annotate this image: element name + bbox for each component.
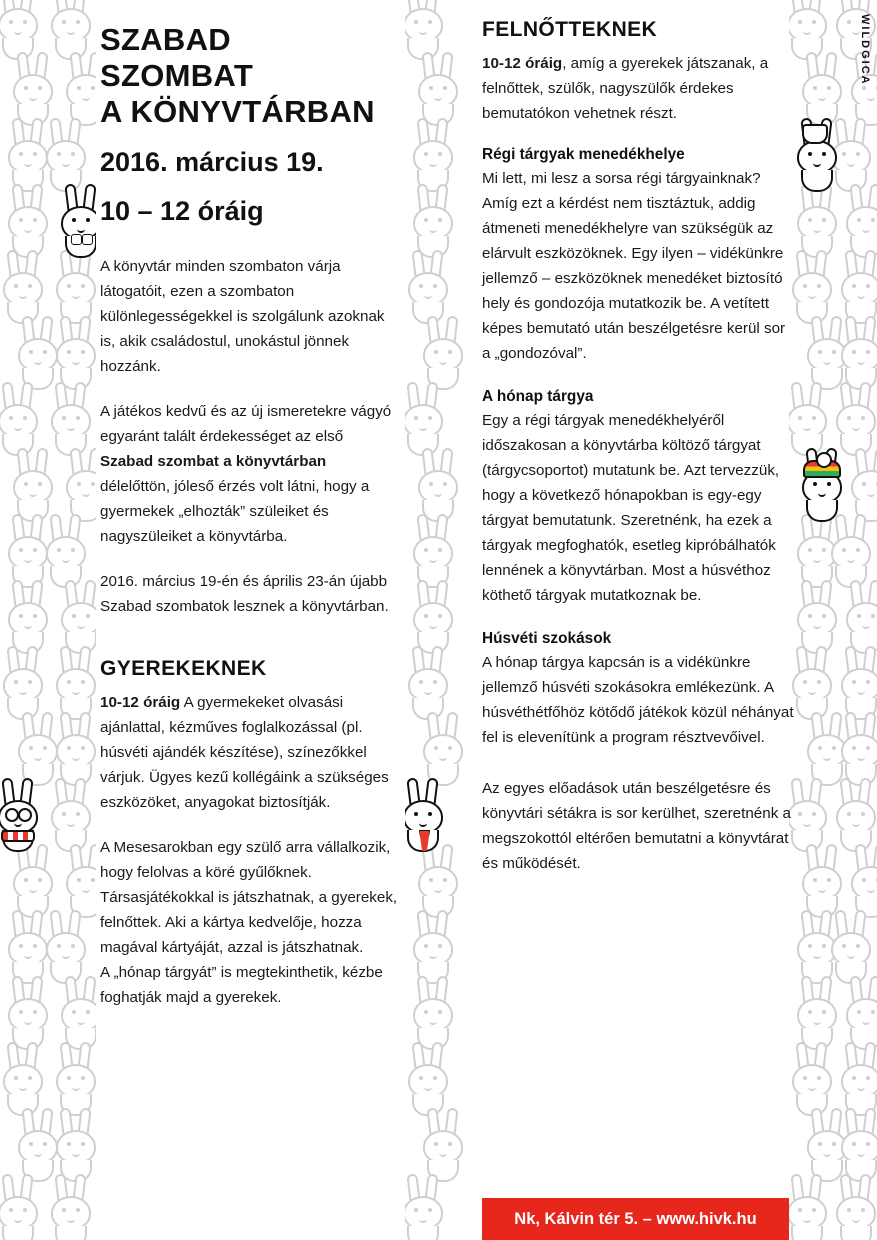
bunny-illustration bbox=[63, 52, 96, 126]
bunny-illustration bbox=[843, 184, 877, 258]
intro-paragraph-2 bbox=[100, 399, 400, 549]
poster-title bbox=[100, 0, 400, 130]
bunny-illustration bbox=[53, 250, 96, 324]
bunny-illustration bbox=[410, 118, 456, 192]
bunny-illustration bbox=[833, 382, 877, 456]
kids-section-heading: GYEREKEKNEK bbox=[100, 657, 267, 680]
poster-date-line-1: 2016. március 19. bbox=[100, 147, 324, 177]
bunny-illustration bbox=[833, 1174, 877, 1240]
block-text-2: Egy a régi tárgyak menedékhelyéről időszakosan a könyvtárba költöző tárgyat (tárgycsoportot) mutatunk be. Azt tervezzük, hogy a következő hónapokban is egy-egy tárgyat bemutatunk. Szeretnénk, ha ezek a tárgyak megfoghatók, esetleg kipróbálhatók lennének a könyvtárban. Most a húsvéthoz köthető tárgyak mutatkoznak be. bbox=[482, 412, 780, 604]
bunny-illustration bbox=[43, 910, 89, 984]
bunny-illustration bbox=[48, 0, 94, 60]
footer-contact-text: Nk, Kálvin tér 5. – www.hivk.hu bbox=[514, 1209, 757, 1228]
adults-time-label: 10-12 óráig bbox=[482, 55, 563, 72]
bunny-illustration bbox=[405, 778, 446, 852]
bunny-illustration bbox=[833, 778, 877, 852]
bunny-illustration bbox=[410, 184, 456, 258]
bunny-illustration bbox=[0, 778, 41, 852]
bunny-illustration bbox=[53, 316, 96, 390]
bunny-illustration bbox=[799, 52, 845, 126]
bunny-illustration bbox=[838, 316, 877, 390]
block-regi-targyak bbox=[482, 146, 797, 366]
bunny-illustration bbox=[415, 844, 461, 918]
intro-paragraph-3: 2016. március 19-én és április 23-án újabb Szabad szombatok lesznek a könyvtárban. bbox=[100, 573, 389, 615]
block-title-1: Régi tárgyak menedékhelye bbox=[482, 146, 685, 163]
bunny-illustration bbox=[5, 976, 51, 1050]
block-husveti-szokasok bbox=[482, 630, 797, 750]
bunny-illustration bbox=[405, 646, 451, 720]
bunny-illustration bbox=[0, 1042, 46, 1116]
bunny-illustration bbox=[5, 580, 51, 654]
adults-section-heading: FELNŐTTEKNEK bbox=[482, 18, 658, 41]
bunny-illustration bbox=[415, 448, 461, 522]
bunny-illustration bbox=[53, 712, 96, 786]
poster-title-line-3: A KÖNYVTÁRBAN bbox=[100, 94, 375, 129]
bunny-illustration bbox=[53, 1042, 96, 1116]
block-title-3: Húsvéti szokások bbox=[482, 630, 612, 647]
block-text-1: Mi lett, mi lesz a sorsa régi tárgyainknak? Amíg ezt a kérdést nem tisztáztuk, addig átmeneti menedékhelyre van szükségük az elárvult eszközöknek. Egy ilyen – vidékünkre jellemző – eszközöknek menedéket biztosító hely és gondozója mutatkozik be. A vetített képes bemutató után beszélgetésre kerül sor a „gondozóval”. bbox=[482, 170, 786, 362]
kids-paragraph-3: Társasjátékokkal is játszhatnak, a gyerekek, felnőttek. Aki a kártya kedvelője, hozza magával kártyáját, azzal is játszhatnak. bbox=[100, 889, 398, 956]
bunny-illustration bbox=[58, 976, 96, 1050]
bunny-illustration bbox=[415, 52, 461, 126]
bunny-pattern-left bbox=[0, 0, 96, 1240]
bunny-illustration bbox=[799, 844, 845, 918]
bunny-illustration bbox=[58, 580, 96, 654]
bunny-illustration bbox=[828, 514, 874, 588]
bunny-illustration bbox=[828, 910, 874, 984]
intro-paragraph-1: A könyvtár minden szombaton várja látogatóit, ezen a szombaton különlegességekkel is szolgálunk azoknak is, akik családostul, unokástul jönnek hozzánk. bbox=[100, 258, 385, 375]
bunny-illustration bbox=[848, 844, 877, 918]
bunny-illustration bbox=[799, 448, 845, 522]
left-text-column bbox=[100, 0, 400, 1010]
bunny-illustration bbox=[843, 580, 877, 654]
bunny-illustration bbox=[420, 1108, 466, 1182]
adults-intro-text: , amíg a gyerekek játszanak, a felnőttek, szülők, nagyszülők érdekes bemutatókon vehetnek részt. bbox=[482, 55, 769, 122]
poster-date bbox=[100, 146, 400, 228]
footer-contact-bar bbox=[482, 1198, 789, 1240]
bunny-illustration bbox=[0, 250, 46, 324]
bunny-illustration bbox=[843, 976, 877, 1050]
bunny-illustration bbox=[58, 184, 96, 258]
kids-paragraph-1-text: A gyermekeket olvasási ajánlattal, kézműves foglalkozással (pl. húsvéti ajándék készítése), színezőkkel várjuk. Ügyes kezű kollégáink a szükséges eszközöket, anyagokat biztosítják. bbox=[100, 694, 389, 811]
bunny-illustration bbox=[63, 448, 96, 522]
kids-time-label: 10-12 óráig bbox=[100, 694, 181, 711]
bunny-illustration bbox=[794, 580, 840, 654]
intro-2-part-a: A játékos kedvű és az új ismeretekre vágyó egyaránt talált érdekességet az első bbox=[100, 403, 392, 445]
bunny-illustration bbox=[10, 844, 56, 918]
right-text-column bbox=[482, 0, 797, 896]
bunny-illustration bbox=[838, 646, 877, 720]
bunny-illustration bbox=[794, 976, 840, 1050]
bunny-illustration bbox=[420, 712, 466, 786]
side-credit: WILDGICA bbox=[859, 14, 871, 86]
bunny-illustration bbox=[405, 0, 446, 60]
bunny-illustration bbox=[48, 1174, 94, 1240]
bunny-illustration bbox=[48, 778, 94, 852]
bunny-illustration bbox=[410, 580, 456, 654]
poster-date-line-2: 10 – 12 óráig bbox=[100, 196, 264, 226]
bunny-illustration bbox=[53, 1108, 96, 1182]
bunny-illustration bbox=[10, 52, 56, 126]
poster-title-line-1: SZABAD bbox=[100, 22, 231, 57]
intro-2-emphasis: Szabad szombat a könyvtárban bbox=[100, 453, 327, 470]
kids-paragraph-4: A „hónap tárgyát” is megtekinthetik, kézbe foghatják majd a gyerekek. bbox=[100, 964, 383, 1006]
bunny-pattern-middle bbox=[405, 0, 475, 1240]
bunny-illustration bbox=[410, 910, 456, 984]
bunny-illustration bbox=[0, 1174, 41, 1240]
bunny-pattern-right bbox=[789, 0, 877, 1240]
bunny-illustration bbox=[43, 514, 89, 588]
bunny-illustration bbox=[405, 1174, 446, 1240]
bunny-illustration bbox=[410, 514, 456, 588]
bunny-illustration bbox=[838, 250, 877, 324]
bunny-illustration bbox=[794, 184, 840, 258]
kids-paragraph-2: A Mesesarokban egy szülő arra vállalkozik, hogy felolvas a köré gyűlőknek. bbox=[100, 839, 391, 881]
bunny-illustration bbox=[0, 382, 41, 456]
bunny-illustration bbox=[53, 646, 96, 720]
bunny-illustration bbox=[0, 646, 46, 720]
bunny-illustration bbox=[794, 118, 840, 192]
adults-intro-paragraph bbox=[482, 51, 797, 126]
bunny-illustration bbox=[789, 1042, 835, 1116]
bunny-illustration bbox=[43, 118, 89, 192]
bunny-illustration bbox=[789, 1174, 830, 1240]
intro-2-part-b: délelőttön, jóleső érzés volt látni, hogy a gyermekek „elhozták” szüleiket és nagyszüleiket a könyvtárba. bbox=[100, 478, 370, 545]
bunny-illustration bbox=[838, 1108, 877, 1182]
bunny-illustration bbox=[410, 976, 456, 1050]
bunny-illustration bbox=[63, 844, 96, 918]
bunny-illustration bbox=[5, 184, 51, 258]
block-title-2: A hónap tárgya bbox=[482, 388, 594, 405]
bunny-illustration bbox=[838, 712, 877, 786]
bunny-illustration bbox=[838, 1042, 877, 1116]
poster-title-line-2: SZOMBAT bbox=[100, 58, 254, 93]
bunny-illustration bbox=[10, 448, 56, 522]
closing-paragraph: Az egyes előadások után beszélgetésre és könyvtári sétákra is sor kerülhet, szeretnénk a megszokottól eltérően bemutatni a könyvtárat és működését. bbox=[482, 780, 791, 872]
block-honap-targya bbox=[482, 388, 797, 608]
bunny-illustration bbox=[420, 316, 466, 390]
bunny-illustration bbox=[405, 250, 451, 324]
bunny-illustration bbox=[848, 448, 877, 522]
bunny-illustration bbox=[405, 1042, 451, 1116]
bunny-illustration bbox=[405, 382, 446, 456]
kids-paragraph-1 bbox=[100, 690, 400, 815]
bunny-illustration bbox=[48, 382, 94, 456]
block-text-3: A hónap tárgya kapcsán is a vidékünkre jellemző húsvéti szokásokra emlékezünk. A húsvéthétfőhöz kötődő játékok közül néhányat fel is elevenítünk a program résztvevőivel. bbox=[482, 654, 794, 746]
bunny-illustration bbox=[0, 0, 41, 60]
